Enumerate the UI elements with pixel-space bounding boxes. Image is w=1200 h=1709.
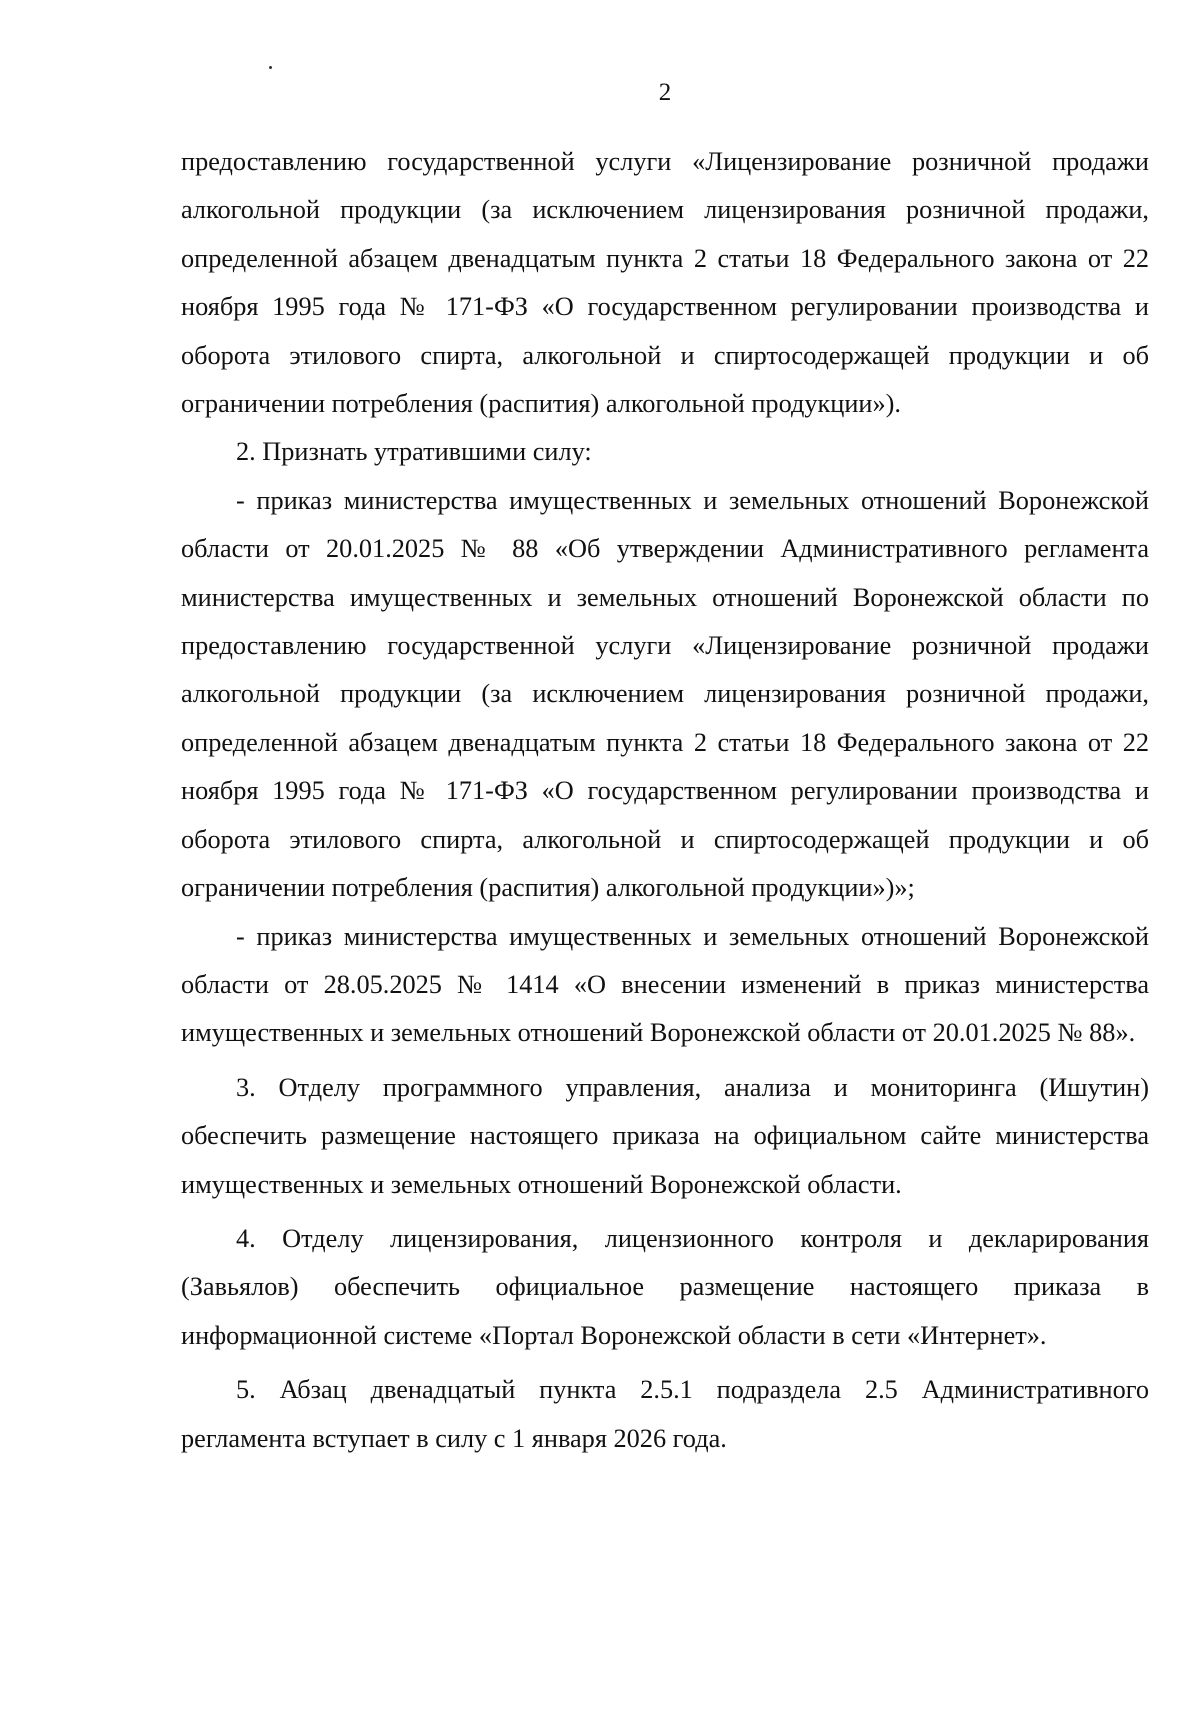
paragraph-item-3: 3. Отделу программного управления, анализа и мониторинга (Ишутин) обеспечить размещение настоящего приказа на официальном сайте министерства имущественных и земельных отношений Воронежской области. <box>181 1072 1149 1199</box>
page-number: 2 <box>658 79 672 106</box>
scan-speck <box>269 66 272 69</box>
paragraph-bullet-order-1414: - приказ министерства имущественных и земельных отношений Воронежской области от 28.05.2025 № 1414 «О внесении изменений в приказ министерства имущественных и земельных отношений Воронежской области от 20.01.2025 № 88». <box>181 921 1149 1048</box>
paragraph-item-5: 5. Абзац двенадцатый пункта 2.5.1 подраздела 2.5 Административного регламента вступает в силу с 1 января 2026 года. <box>181 1375 1149 1453</box>
paragraph-item-2: 2. Признать утратившими силу: <box>236 437 592 467</box>
paragraph-continuation: предоставлению государственной услуги «Лицензирование розничной продажи алкогольной продукции (за исключением лицензирования розничной продажи, определенной абзацем двенадцатым пункта 2 статьи 18 Федерального закона от 22 ноября 1995 года № 171-ФЗ «О государственном регулировании производства и оборота этилового спирта, алкогольной и спиртосодержащей продукции и об ограничении потребления (распития) алкогольной продукции»). <box>181 147 1149 419</box>
paragraph-bullet-order-88: - приказ министерства имущественных и земельных отношений Воронежской области от 20.01.2025 № 88 «Об утверждении Административного регламента министерства имущественных и земельных отношений Воронежской области по предоставлению государственной услуги «Лицензирование розничной продажи алкогольной продукции (за исключением лицензирования розничной продажи, определенной абзацем двенадцатым пункта 2 статьи 18 Федерального закона от 22 ноября 1995 года № 171-ФЗ «О государственном регулировании производства и оборота этилового спирта, алкогольной и спиртосодержащей продукции и об ограничении потребления (распития) алкогольной продукции»)»; <box>181 485 1149 903</box>
document-body <box>181 138 1149 1463</box>
paragraph-item-4: 4. Отделу лицензирования, лицензионного контроля и декларирования (Завьялов) обеспечить официальное размещение настоящего приказа в информационной системе «Портал Воронежской области в сети «Интернет». <box>181 1223 1149 1350</box>
